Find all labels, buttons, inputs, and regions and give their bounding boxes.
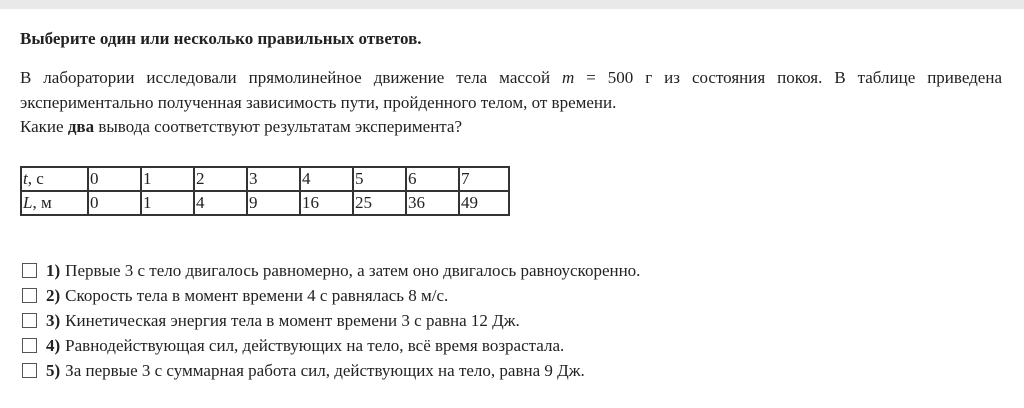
table-cell: 2 [194, 167, 247, 191]
option-text: Первые 3 с тело двигалось равномерно, а затем оно двигалось равноускоренно. [65, 260, 641, 280]
option-number: 1) [46, 260, 61, 280]
option-text: Равнодействующая сил, действующих на тело, всё время возрастала. [65, 335, 565, 355]
table-cell: 4 [194, 191, 247, 215]
answer-option-4[interactable] [22, 333, 640, 358]
option-number: 4) [46, 335, 61, 355]
question-emphasis: два [67, 117, 95, 136]
table-cell: 36 [406, 191, 459, 215]
table-cell: 49 [459, 191, 509, 215]
checkbox-option-4[interactable] [22, 338, 37, 353]
table-cell: 6 [406, 167, 459, 191]
question-text-part: вывода соответствуют результатам эксперимента? [94, 117, 463, 136]
data-table [20, 166, 510, 216]
table-cell: 9 [247, 191, 300, 215]
option-number: 2) [46, 285, 61, 305]
row-header-distance [21, 191, 88, 215]
option-number: 3) [46, 310, 61, 330]
checkbox-option-5[interactable] [22, 363, 37, 378]
instruction-heading: Выберите один или несколько правильных ответов. [20, 29, 422, 48]
table-row-distance [21, 191, 509, 215]
checkbox-option-2[interactable] [22, 288, 37, 303]
table-cell: 5 [353, 167, 406, 191]
table-row-time [21, 167, 509, 191]
answer-option-1[interactable] [22, 258, 640, 283]
question-text-part: Какие [20, 117, 68, 136]
answer-options [22, 258, 640, 383]
checkbox-option-3[interactable] [22, 313, 37, 328]
problem-text-part: В лаборатории исследовали прямолинейное движение тела массой [20, 68, 563, 87]
option-text: За первые 3 с суммарная работа сил, действующих на тело, равна 9 Дж. [65, 360, 585, 380]
table-cell: 7 [459, 167, 509, 191]
problem-text [20, 66, 1002, 140]
problem-text-part: = 500 г из состояния покоя. В таблице приведена экспериментально полученная зависимость пути, пройденного телом, от времени. [20, 68, 1002, 112]
answer-option-3[interactable] [22, 308, 640, 333]
table-cell: 25 [353, 191, 406, 215]
table-cell: 0 [88, 191, 141, 215]
option-number: 5) [46, 360, 61, 380]
table-cell: 4 [300, 167, 353, 191]
table-cell: 1 [141, 167, 194, 191]
question-line [20, 115, 1002, 140]
answer-option-2[interactable] [22, 283, 640, 308]
distance-unit: , м [32, 193, 52, 212]
mass-variable: m [562, 68, 575, 87]
top-bar [0, 0, 1024, 9]
table-cell: 0 [88, 167, 141, 191]
time-unit: , с [27, 169, 44, 188]
table-cell: 3 [247, 167, 300, 191]
table-cell: 16 [300, 191, 353, 215]
answer-option-5[interactable] [22, 358, 640, 383]
distance-variable: L [23, 193, 33, 212]
row-header-time [21, 167, 88, 191]
option-text: Кинетическая энергия тела в момент времени 3 с равна 12 Дж. [65, 310, 520, 330]
time-variable: t [23, 169, 28, 188]
checkbox-option-1[interactable] [22, 263, 37, 278]
problem-statement [20, 66, 1002, 115]
option-text: Скорость тела в момент времени 4 с равнялась 8 м/с. [65, 285, 449, 305]
table-cell: 1 [141, 191, 194, 215]
